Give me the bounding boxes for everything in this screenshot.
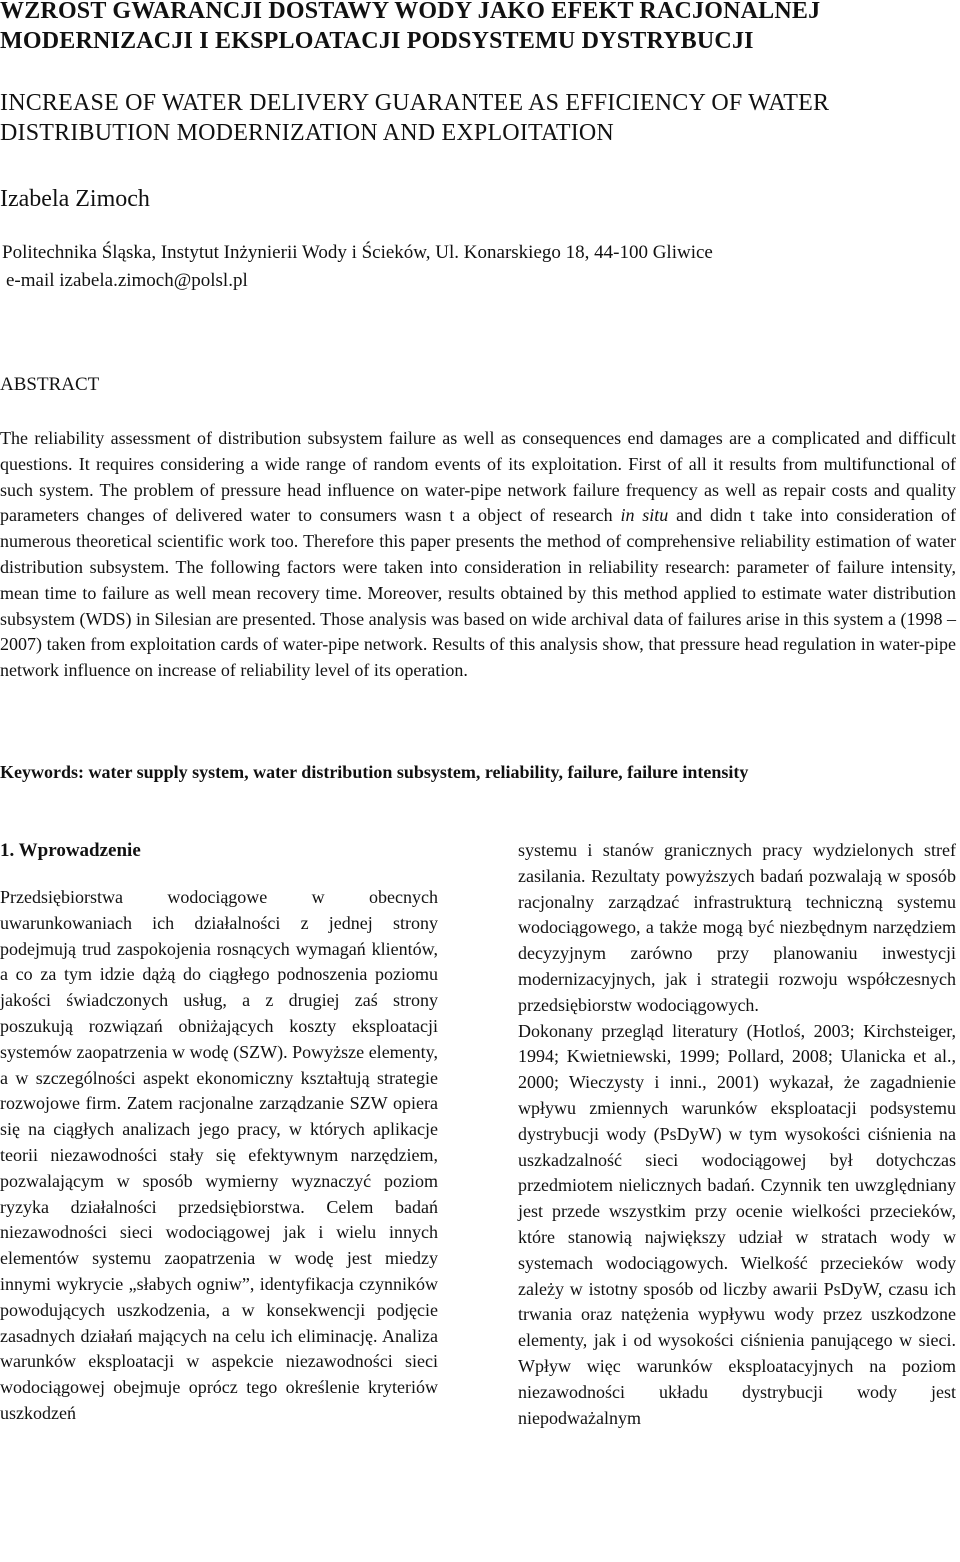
- section-heading-introduction: 1. Wprowadzenie: [0, 840, 141, 861]
- keywords: Keywords: water supply system, water distribution subsystem, reliability, failure, failure intensity: [0, 762, 749, 782]
- paper-title-polish: WZROST GWARANCJI DOSTAWY WODY JAKO EFEKT RACJONALNEJ MODERNIZACJI I EKSPLOATACJI PODSYSTEMU DYSTRYBUCJI: [0, 0, 821, 54]
- left-column-paragraph: Przedsiębiorstwa wodociągowe w obecnych uwarunkowaniach ich działalności z jednej strony podejmują trud zaspokojenia rosnących wymagań klientów, a co za tym idzie dążą do ciągłego podnoszenia poziomu jakości świadczonych usług, a z drugiej zaś strony poszukują rozwiązań obniżających koszty eksploatacji systemów zaopatrzenia w wodę (SZW). Powyższe elementy, a w szczególności aspekt ekonomiczny kształtują strategie rozwojowe firm. Zatem racjonalne zarządzanie SZW opiera się na ciągłych analizach jego pracy, w których aplikacje teorii niezawodności stały się efektywnym narzędziem, pozwalającym w sposób wymierny wyznaczyć poziom ryzyka działalności przedsiębiorstwa. Celem badań niezawodności sieci wodociągowej jak i wielu innych elementów systemu zaopatrzenia w wodę jest miedzy innymi wykrycie „słabych ogniw”, identyfikacja czynników powodujących uszkodzenia, a w konsekwencji podjęcie zasadnych działań mających na celu ich eliminację. Analiza warunków eksploatacji w aspekcie niezawodności sieci wodociągowej obejmuje oprócz tego określenie kryteriów uszkodzeń: [0, 887, 438, 1423]
- left-column: [0, 885, 438, 1427]
- author-name: Izabela Zimoch: [0, 186, 150, 212]
- right-column-paragraph-1: systemu i stanów granicznych pracy wydzielonych stref zasilania. Rezultaty powyższych badań pozwalają w sposób racjonalny zarządzać infrastrukturą techniczną systemu wodociągowego, a także mogą być niezbędnym narzędziem decyzyjnym zarówno przy planowaniu inwestycji modernizacyjnych, jak i strategii rozwoju współczesnych przedsiębiorstw wodociągowych.: [518, 840, 956, 1015]
- abstract-heading: ABSTRACT: [0, 374, 100, 395]
- author-affiliation: Politechnika Śląska, Instytut Inżynierii Wody i Ścieków, Ul. Konarskiego 18, 44-100 Gliwice: [2, 242, 713, 263]
- author-email: e-mail izabela.zimoch@polsl.pl: [6, 270, 248, 291]
- right-column: [518, 838, 956, 1431]
- paper-title-english: INCREASE OF WATER DELIVERY GUARANTEE AS EFFICIENCY OF WATER DISTRIBUTION MODERNIZATION AND EXPLOITATION: [0, 90, 830, 146]
- abstract-text: [0, 426, 956, 684]
- right-column-paragraph-2: Dokonany przegląd literatury (Hotloś, 2003; Kirchsteiger, 1994; Kwietniewski, 1999; Pollard, 2008; Ulanicka et al., 2000; Wieczysty i inni., 2001) wykazał, że zagadnienie wpływu zmiennych warunków eksploatacji podsystemu dystrybucji wody (PsDyW) w tym wysokości ciśnienia na uszkadzalność sieci wodociągowej był dotychczas przedmiotem nielicznych badań. Czynnik ten uwzględniany jest przede wszystkim przy ocenie wielkości przecieków, które stanowią największy udział w stratach wody w systemach wodociągowych. Wielkość przecieków wody zależy w istotny sposób od liczby awarii PsDyW, czasu ich trwania oraz natężenia wypływu wody przez uszkodzone elementy, jak i od wysokości ciśnienia panującego w sieci. Wpływ więc warunków eksploatacyjnych na poziom niezawodności układu dystrybucji wody jest niepodważalnym: [518, 1020, 956, 1428]
- abstract-text-part2: and didn t take into consideration of numerous theoretical scientific work too. Therefore this paper presents the method of comprehensive reliability estimation of water distribution subsystem. The following factors were taken into consideration in reliability research: parameter of failure intensity, mean time to failure as well mean recovery time. Moreover, results obtained by this method applied to estimate water distribution subsystem (WDS) in Silesian are presented. Those analysis was based on wide archival data of failures arise in this system a (1998 – 2007) taken from exploitation cards of water-pipe network. Results of this analysis show, that pressure head regulation in water-pipe network influence on increase of reliability level of its operation.: [0, 505, 957, 681]
- abstract-text-part1: The reliability assessment of distribution subsystem failure as well as consequences end damages are a complicated and difficult questions. It requires considering a wide range of random events of its exploitation. First of all it results from multifunctional of such system. The problem of pressure head influence on water-pipe network failure frequency as well as repair costs and quality parameters changes of delivered water to consumers wasn t a object of research: [0, 428, 956, 526]
- abstract-in-situ: in situ: [620, 505, 669, 526]
